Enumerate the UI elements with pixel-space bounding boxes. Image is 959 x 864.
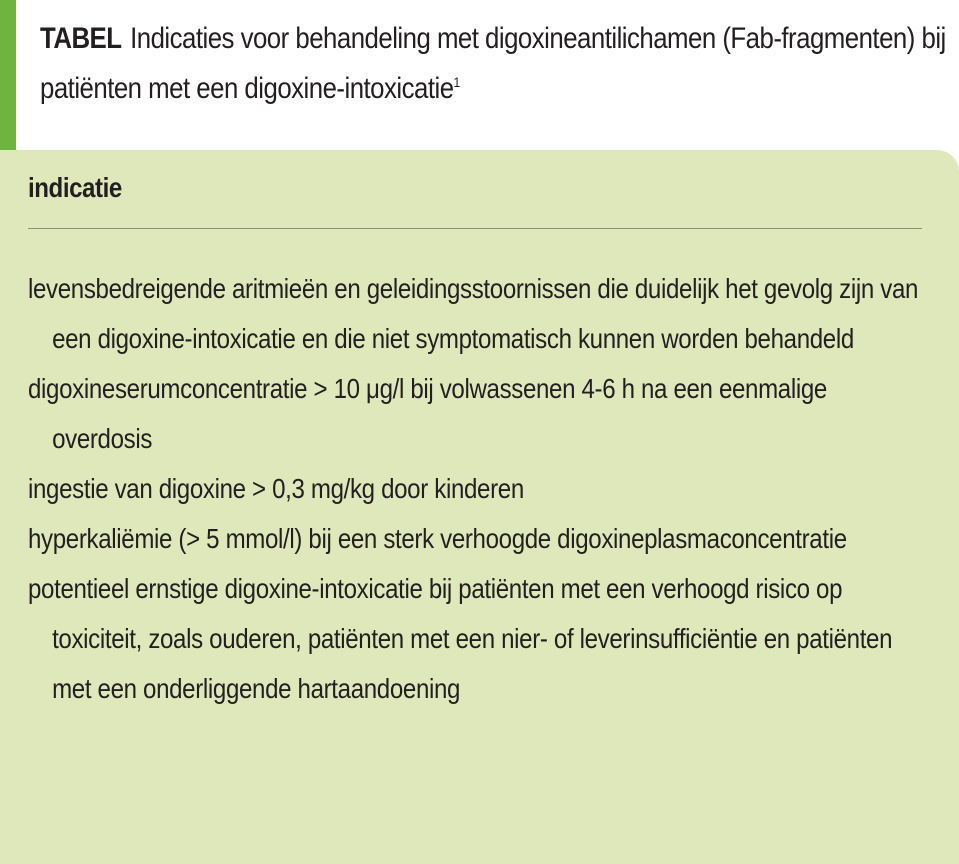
- table-label: TABEL: [40, 22, 122, 55]
- table-row: ingestie van digoxine > 0,3 mg/kg door kinderen: [28, 473, 524, 504]
- table-panel: [0, 150, 959, 864]
- accent-bar: [0, 0, 16, 150]
- indication-list: [28, 264, 922, 714]
- header-divider: [28, 228, 922, 229]
- table-title-text: Indicaties voor behandeling met digoxineantilichamen (Fab-fragmenten) bij patiënten met een digoxine-intoxicatie: [40, 22, 946, 105]
- table-row: potentieel ernstige digoxine-intoxicatie bij patiënten met een verhoogd risico op toxiciteit, zoals ouderen, patiënten met een nier- of leverinsufficiëntie en patiënten met een onderliggende hartaandoening: [28, 573, 893, 704]
- table-row: hyperkaliëmie (> 5 mmol/l) bij een sterk verhoogde digoxineplasmaconcentratie: [28, 523, 847, 554]
- table-row: levensbedreigende aritmieën en geleidingsstoornissen die duidelijk het gevolg zijn van een digoxine-intoxicatie en die niet symptomatisch kunnen worden behandeld: [28, 273, 919, 354]
- column-header-indicatie: indicatie: [28, 172, 122, 203]
- footnote-marker: 1: [453, 74, 460, 90]
- table-row: digoxineserumconcentratie > 10 μg/l bij volwassenen 4-6 h na een eenmalige overdosis: [28, 373, 827, 454]
- table-title: [40, 14, 950, 114]
